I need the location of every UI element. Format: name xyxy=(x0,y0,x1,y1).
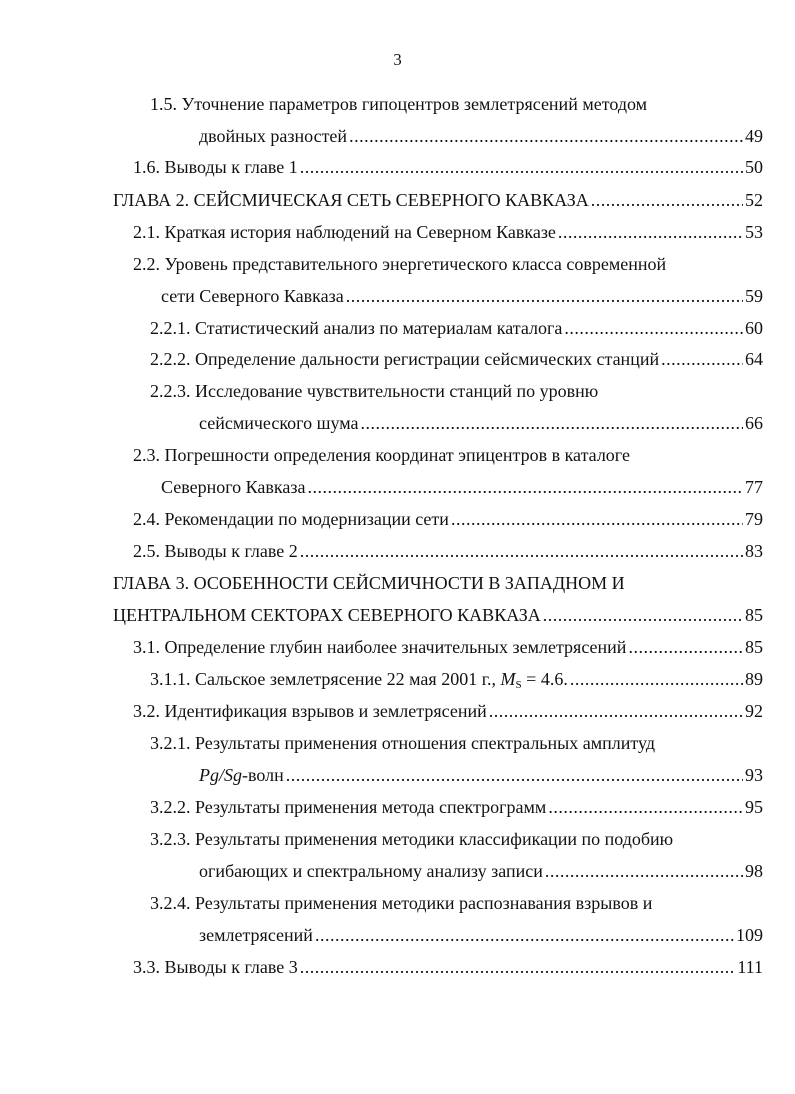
toc-page-number: 49 xyxy=(745,126,763,146)
leader-dots xyxy=(558,220,743,244)
toc-entry-3-2-1-line1: 3.2.1. Результаты применения отношения спектральных амплитуд xyxy=(150,733,656,753)
toc-page-number: 52 xyxy=(745,190,763,210)
toc-entry-2-3-line1: 2.3. Погрешности определения координат эпицентров в каталоге xyxy=(133,445,630,465)
leader-dots xyxy=(545,859,743,883)
toc-entry-1-6[interactable] xyxy=(133,155,763,179)
toc-entry-2-4[interactable] xyxy=(133,507,763,531)
toc-entry-1-5[interactable] xyxy=(199,124,763,148)
toc-entry-3-2-2[interactable] xyxy=(150,795,763,819)
toc-page-number: 95 xyxy=(745,797,763,817)
leader-dots xyxy=(628,635,743,659)
toc-entry-title: 2.2.1. Статистический анализ по материалам каталога xyxy=(150,318,563,338)
leader-dots xyxy=(346,284,743,308)
toc-entry-3-1-1[interactable] xyxy=(150,667,763,691)
toc-entry-title: 2.2.2. Определение дальности регистрации сейсмических станций xyxy=(150,349,660,369)
leader-dots xyxy=(591,188,743,212)
leader-dots xyxy=(661,347,743,371)
toc-page-number: 53 xyxy=(745,222,763,242)
leader-dots xyxy=(307,475,743,499)
toc-entry-title: 3.1. Определение глубин наиболее значительных землетрясений xyxy=(133,637,627,657)
toc-entry-title: 3.3. Выводы к главе 3 xyxy=(133,957,298,977)
leader-dots xyxy=(315,923,734,947)
toc-entry-title: Pg/Sg-волн xyxy=(199,765,284,785)
toc-entry-2-2-1[interactable] xyxy=(150,316,763,340)
toc-entry-title: огибающих и спектральному анализу записи xyxy=(199,861,543,881)
toc-page-number: 66 xyxy=(745,413,763,433)
toc-entry-3-2-3[interactable] xyxy=(199,859,763,883)
toc-page-number: 92 xyxy=(745,701,763,721)
toc-page-number: 85 xyxy=(745,637,763,657)
toc-entry-2-1[interactable] xyxy=(133,220,763,244)
leader-dots xyxy=(300,155,743,179)
toc-entry-title: 3.2.2. Результаты применения метода спектрограмм xyxy=(150,797,547,817)
toc-entry-title: сети Северного Кавказа xyxy=(161,286,344,306)
leader-dots xyxy=(564,316,743,340)
toc-page-number: 79 xyxy=(745,509,763,529)
toc-entry-2-2[interactable] xyxy=(161,284,763,308)
toc-entry-title: сейсмического шума xyxy=(199,413,359,433)
toc-page-number: 64 xyxy=(745,349,763,369)
toc-entry-2-2-3[interactable] xyxy=(199,411,763,435)
toc-entry-2-2-3-line1: 2.2.3. Исследование чувствительности станций по уровню xyxy=(150,381,599,401)
toc-entry-3-1[interactable] xyxy=(133,635,763,659)
leader-dots xyxy=(570,667,743,691)
toc-entry-3-2-3-line1: 3.2.3. Результаты применения методики классификации по подобию xyxy=(150,829,674,849)
leader-dots xyxy=(360,411,743,435)
toc-page-number: 59 xyxy=(745,286,763,306)
toc-chapter-3[interactable] xyxy=(113,603,763,627)
toc-entry-title: 2.4. Рекомендации по модернизации сети xyxy=(133,509,449,529)
leader-dots xyxy=(300,539,743,563)
toc-entry-3-2-1[interactable] xyxy=(199,763,763,787)
toc-entry-1-5-line1: 1.5. Уточнение параметров гипоцентров землетрясений методом xyxy=(150,94,648,114)
toc-entry-3-2-4[interactable] xyxy=(199,923,763,947)
toc-entry-title: двойных разностей xyxy=(199,126,348,146)
toc-page-number: 77 xyxy=(745,477,763,497)
toc-page-number: 111 xyxy=(737,957,763,977)
toc-page-number: 50 xyxy=(745,157,763,177)
leader-dots xyxy=(349,124,743,148)
toc-page-number: 93 xyxy=(745,765,763,785)
toc-entry-2-2-line1: 2.2. Уровень представительного энергетического класса современной xyxy=(133,254,667,274)
leader-dots xyxy=(543,603,743,627)
toc-entry-title: 1.6. Выводы к главе 1 xyxy=(133,157,298,177)
toc-entry-title: 3.1.1. Сальское землетрясение 22 мая 2001 г., $M_S = 4.6$. xyxy=(150,669,568,691)
toc-page-number: 89 xyxy=(745,669,763,689)
leader-dots xyxy=(286,763,743,787)
toc-entry-title: 2.1. Краткая история наблюдений на Северном Кавказе xyxy=(133,222,556,242)
toc-entry-2-3[interactable] xyxy=(161,475,763,499)
toc-page-number: 60 xyxy=(745,318,763,338)
toc-entry-3-3[interactable] xyxy=(133,955,763,979)
toc-entry-2-2-2[interactable] xyxy=(150,347,763,371)
leader-dots xyxy=(300,955,736,979)
toc-entry-3-2-4-line1: 3.2.4. Результаты применения методики распознавания взрывов и xyxy=(150,893,653,913)
toc-page-number: 85 xyxy=(745,605,763,625)
toc-page-number: 98 xyxy=(745,861,763,881)
toc-entry-title: 2.5. Выводы к главе 2 xyxy=(133,541,298,561)
toc-page-number: 83 xyxy=(745,541,763,561)
leader-dots xyxy=(489,699,743,723)
toc-page-number: 109 xyxy=(736,925,763,945)
page-number: 3 xyxy=(393,50,402,69)
toc-entry-3-2[interactable] xyxy=(133,699,763,723)
toc-entry-title: 3.2. Идентификация взрывов и землетрясений xyxy=(133,701,487,721)
toc-entry-title: ГЛАВА 2. СЕЙСМИЧЕСКАЯ СЕТЬ СЕВЕРНОГО КАВКАЗА xyxy=(113,190,589,210)
toc-entry-2-5[interactable] xyxy=(133,539,763,563)
toc-chapter-3-line1: ГЛАВА 3. ОСОБЕННОСТИ СЕЙСМИЧНОСТИ В ЗАПАДНОМ И xyxy=(113,573,625,593)
leader-dots xyxy=(548,795,743,819)
toc-entry-title: землетрясений xyxy=(199,925,313,945)
toc-entry-title: Северного Кавказа xyxy=(161,477,306,497)
toc-entry-title: ЦЕНТРАЛЬНОМ СЕКТОРАХ СЕВЕРНОГО КАВКАЗА xyxy=(113,605,541,625)
toc-chapter-2[interactable] xyxy=(113,188,763,212)
leader-dots xyxy=(451,507,743,531)
